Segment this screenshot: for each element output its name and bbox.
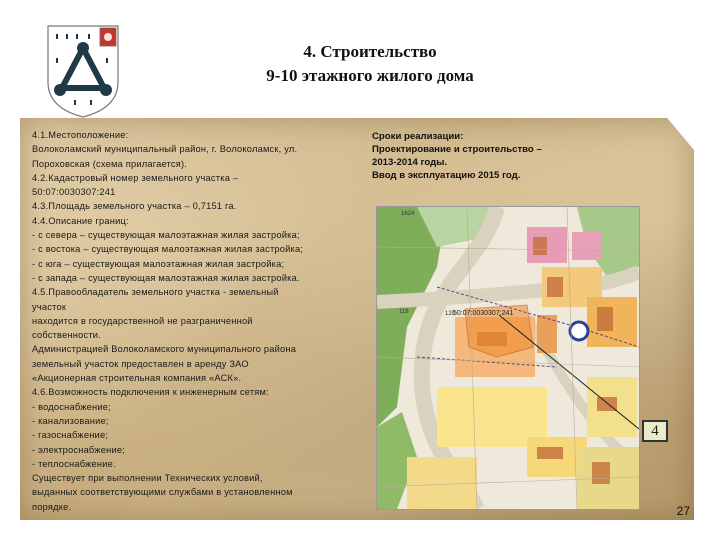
parcel-number-120: 120: [445, 311, 456, 317]
description-line: земельный участок предоставлен в аренду ЗАО: [32, 358, 249, 369]
schedule-line: Ввод в эксплуатацию 2015 год.: [372, 170, 521, 181]
description-line: 4.3.Площадь земельного участка – 0,7151 га.: [32, 201, 237, 212]
description-line: Пороховская (схема прилагается).: [32, 158, 188, 169]
description-line: - электроснабжение;: [32, 444, 126, 455]
description-line: 4.1.Местоположение:: [32, 130, 129, 140]
description-line: 4.4.Описание границ:: [32, 215, 129, 226]
description-line: 4.6.Возможность подключения к инженерным сетям:: [32, 387, 269, 398]
description-line: 50:07:0030307:241: [32, 187, 116, 198]
coat-of-arms: [44, 22, 122, 120]
volokolamsk-coat-of-arms-icon: [44, 22, 122, 120]
description-line: собственности.: [32, 330, 101, 341]
description-line: Администрацией Волоколамского муниципального района: [32, 344, 297, 355]
schedule-heading: Сроки реализации:: [372, 131, 464, 142]
page-number: 27: [676, 504, 690, 518]
schedule-line: Проектирование и строительство –: [372, 144, 542, 155]
description-line: - газоснабжение;: [32, 430, 109, 441]
description-line: порядке.: [32, 501, 72, 512]
site-description: [32, 128, 352, 514]
title-line-1: 4. Строительство: [303, 42, 437, 61]
description-line: выданных соответствующими службами в установленном: [32, 487, 293, 498]
description-line: - водоснабжение;: [32, 401, 111, 412]
description-line: 4.5.Правообладатель земельного участка - земельный: [32, 287, 279, 298]
description-line: Существует при выполнении Технических условий,: [32, 473, 263, 484]
cadastral-number-label: 50:07:0030307:241: [453, 310, 514, 317]
map-callout-badge: 4: [642, 420, 668, 442]
description-line: участок: [32, 301, 67, 312]
description-line: - канализование;: [32, 415, 109, 426]
description-line: 4.2.Кадастровый номер земельного участка –: [32, 172, 239, 183]
page-title: [180, 40, 560, 88]
schedule-line: 2013-2014 годы.: [372, 157, 448, 168]
site-map: [376, 206, 640, 510]
description-line: «Акционерная строительная компания «АСК».: [32, 373, 242, 384]
description-line: - теплоснабжение.: [32, 458, 116, 469]
description-line: - с запада – существующая малоэтажная жилая застройка.: [32, 272, 300, 283]
parcel-number-1624: 1624: [401, 211, 415, 217]
description-line: находится в государственной не разграниченной: [32, 315, 253, 326]
description-line: - с юга – существующая малоэтажная жилая застройка;: [32, 258, 285, 269]
parcel-number-118: 118: [399, 309, 409, 315]
description-line: Волоколамский муниципальный район, г. Волоколамск, ул.: [32, 144, 298, 155]
description-line: - с востока – существующая малоэтажная жилая застройка;: [32, 244, 304, 255]
description-line: - с севера – существующая малоэтажная жилая застройка;: [32, 230, 300, 241]
title-line-2: 9-10 этажного жилого дома: [266, 66, 474, 85]
implementation-schedule: [372, 130, 612, 182]
